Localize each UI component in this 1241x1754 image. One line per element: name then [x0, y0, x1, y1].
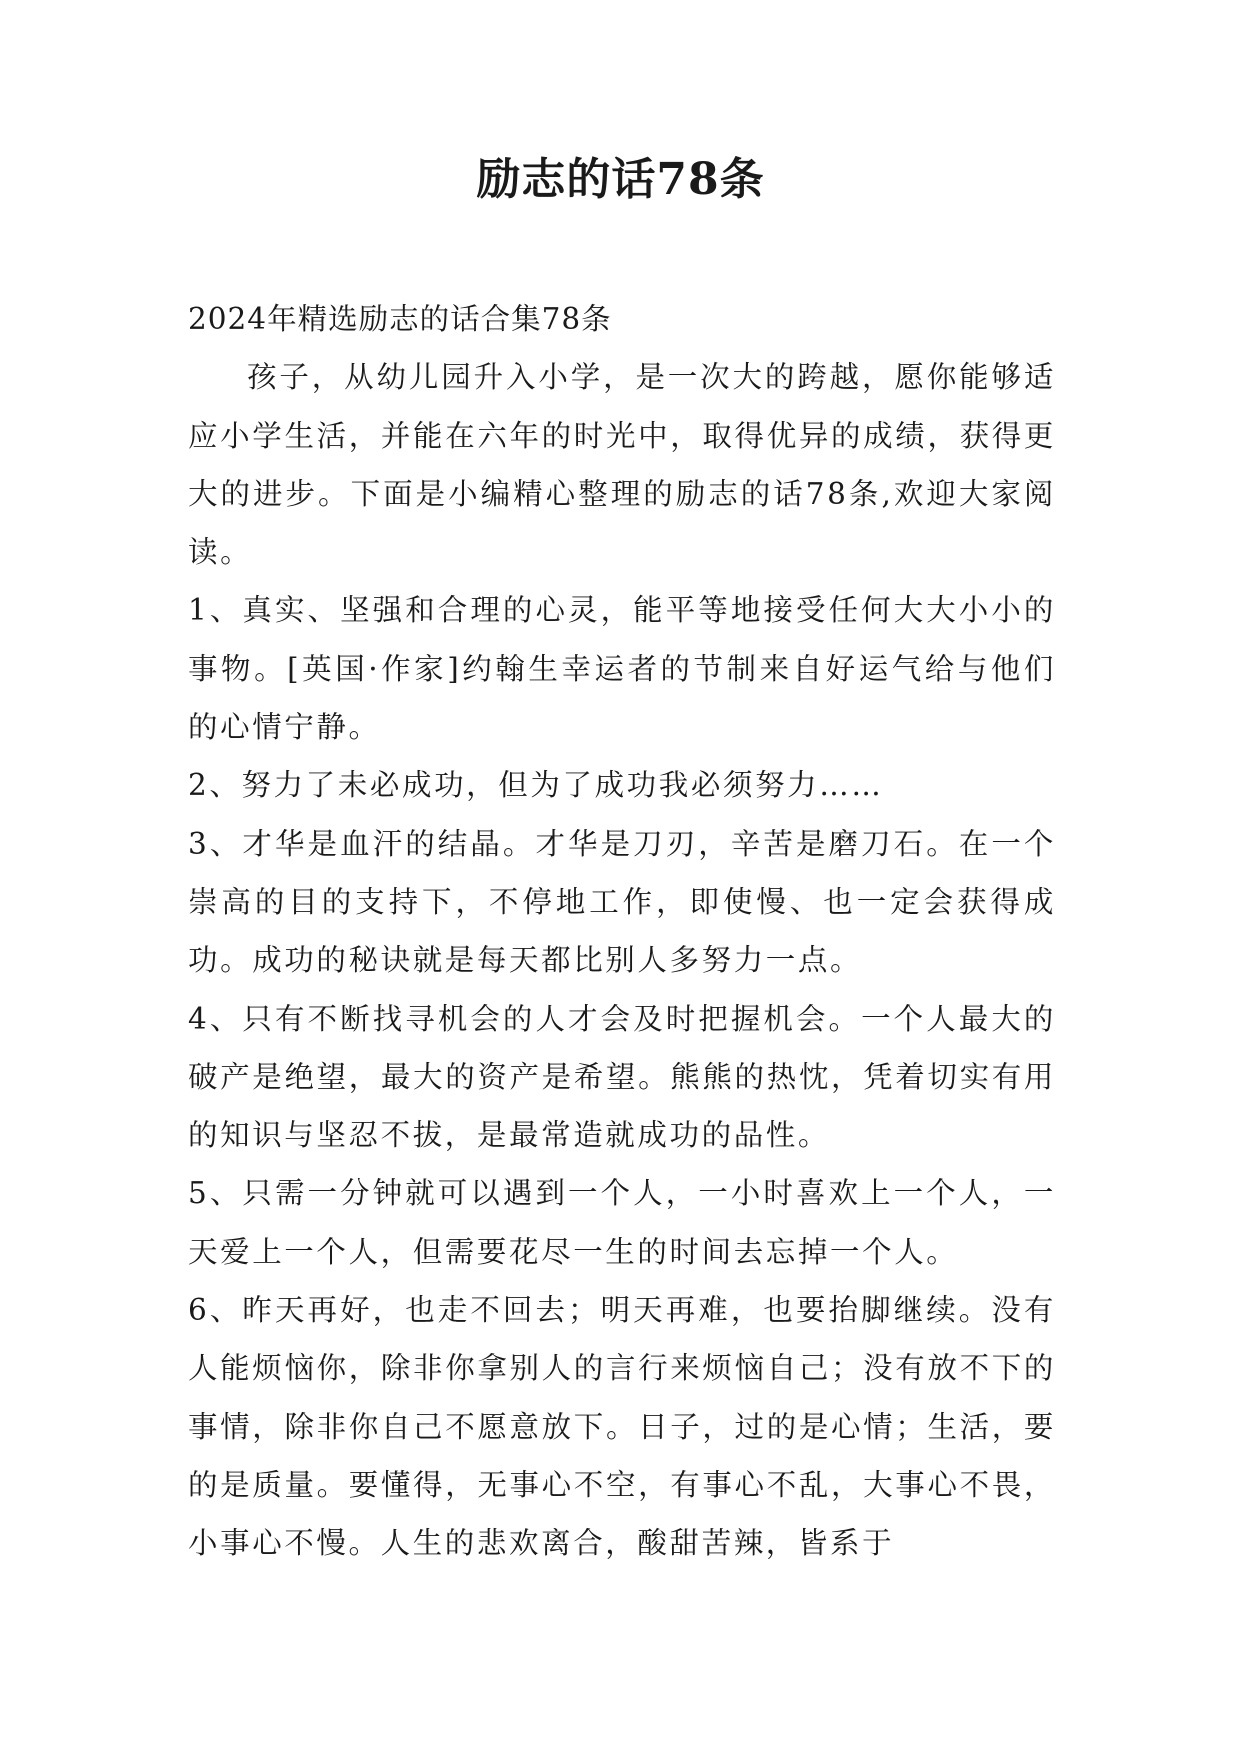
list-item: 6、昨天再好，也走不回去；明天再难，也要抬脚继续。没有人能烦恼你，除非你拿别人的言行来烦恼自己；没有放不下的事情，除非你自己不愿意放下。日子，过的是心情；生活，要的是质量。要懂得，无事心不空，有事心不乱，大事心不畏，小事心不慢。人生的悲欢离合，酸甜苦辣，皆系于: [188, 1293, 1056, 1561]
list-item: 2、努力了未必成功，但为了成功我必须努力……: [188, 768, 884, 803]
document-subtitle: 2024年精选励志的话合集78条: [188, 302, 612, 336]
list-item: 4、只有不断找寻机会的人才会及时把握机会。一个人最大的破产是绝望，最大的资产是希望。熊熊的热忱，凭着切实有用的知识与坚忍不拔，是最常造就成功的品性。: [188, 1001, 1056, 1153]
intro-paragraph: 孩子，从幼儿园升入小学，是一次大的跨越，愿你能够适应小学生活，并能在六年的时光中，取得优异的成绩，获得更大的进步。下面是小编精心整理的励志的话78条,欢迎大家阅读。: [188, 360, 1056, 570]
list-item: 5、只需一分钟就可以遇到一个人，一小时喜欢上一个人，一天爱上一个人，但需要花尽一生的时间去忘掉一个人。: [188, 1176, 1056, 1269]
document-title: 励志的话78条: [476, 154, 765, 205]
list-item: 1、真实、坚强和合理的心灵，能平等地接受任何大大小小的事物。[英国·作家]约翰生幸运者的节制来自好运气给与他们的心情宁静。: [188, 593, 1056, 745]
document-body: [188, 290, 1056, 1573]
list-item: 3、才华是血汗的结晶。才华是刀刃，辛苦是磨刀石。在一个崇高的目的支持下，不停地工作，即使慢、也一定会获得成功。成功的秘诀就是每天都比别人多努力一点。: [188, 826, 1056, 978]
